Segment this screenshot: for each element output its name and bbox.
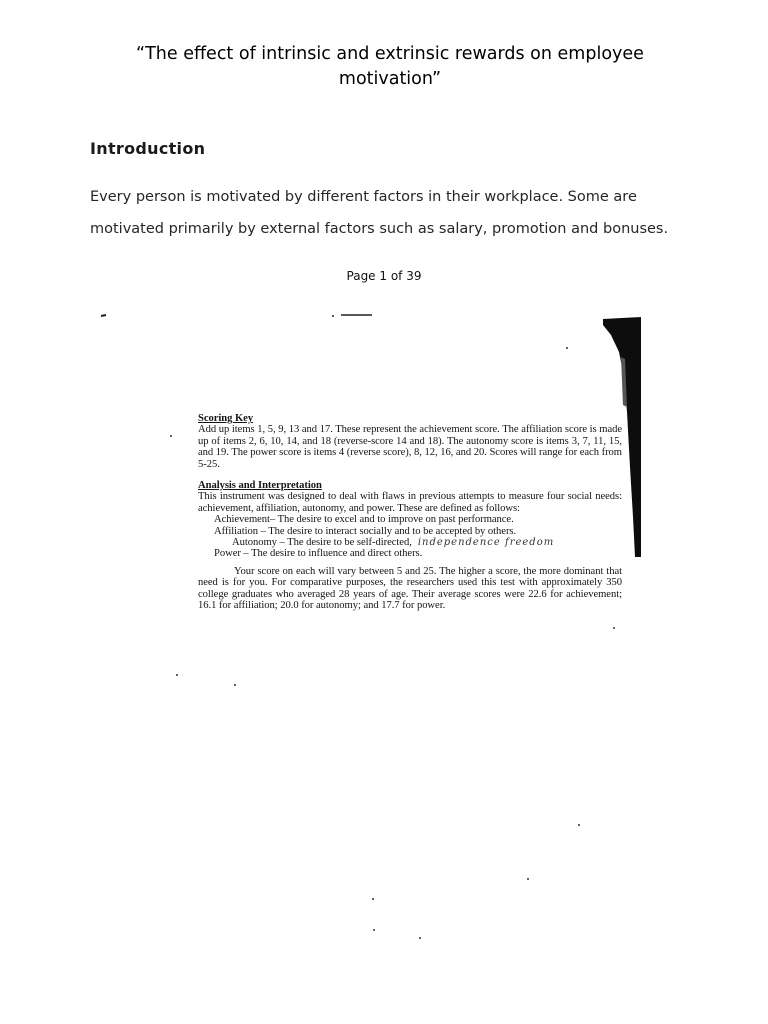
scan-speck — [578, 824, 580, 826]
handwritten-note: independence freedom — [417, 537, 555, 549]
scan-speck — [527, 878, 529, 880]
analysis-text: This instrument was designed to deal with flaws in previous attempts to measure four social needs: achievement, affiliation, autonomy, and power. These are defined as follows: — [198, 491, 622, 514]
list-item: Affiliation – The desire to interact socially and to be accepted by others. — [214, 525, 517, 537]
scan-speck — [419, 937, 421, 939]
analysis-heading: Analysis and Interpretation — [198, 480, 322, 492]
scan-speck — [613, 627, 615, 629]
section-heading: Introduction — [90, 139, 206, 158]
scan-speck — [566, 347, 568, 349]
paragraph-line-1: Every person is motivated by different factors in their workplace. Some are — [90, 189, 637, 205]
paragraph-line-2: motivated primarily by external factors such as salary, promotion and bonuses. — [90, 221, 669, 237]
scanned-page-image — [0, 300, 768, 1024]
scoring-key-text: Add up items 1, 5, 9, 13 and 17. These represent the achievement score. The affiliation score is made up of items 2, 6, 10, 14, and 18 (reverse-score 14 and 18). The autonomy score is items 3, 7, 11, 15, and 19. The power score is items 4 (reverse score), 8, 12, 16, and 20. Scores will range for each from 5-25. — [198, 424, 622, 470]
document-title: “The effect of intrinsic and extrinsic rewards on employee motivation” — [136, 44, 644, 89]
scan-top-marks — [0, 300, 768, 330]
list-item-text: Autonomy – The desire to be self-directed, — [232, 537, 412, 549]
scanned-text-block — [198, 413, 622, 612]
scoring-key-heading: Scoring Key — [198, 413, 254, 424]
scan-speck — [234, 684, 236, 686]
list-item — [198, 537, 622, 548]
closing-text: Your score on each will vary between 5 and 25. The higher a score, the more dominant that need is for you. For comparative purposes, the researchers used this test with approximately 350 college graduates who averaged 28 years of age. Their average scores were 22.6 for achievement; 16.1 for affiliation; 20.0 for autonomy; and 17.7 for power. — [198, 565, 622, 612]
scan-speck — [372, 898, 374, 900]
list-item: Power – The desire to influence and direct others. — [214, 548, 423, 560]
scan-speck — [373, 929, 375, 931]
list-item: Achievement– The desire to excel and to improve on past performance. — [214, 514, 514, 526]
scan-speck — [176, 674, 178, 676]
page-indicator: Page 1 of 39 — [346, 269, 422, 283]
scan-speck — [170, 435, 172, 437]
